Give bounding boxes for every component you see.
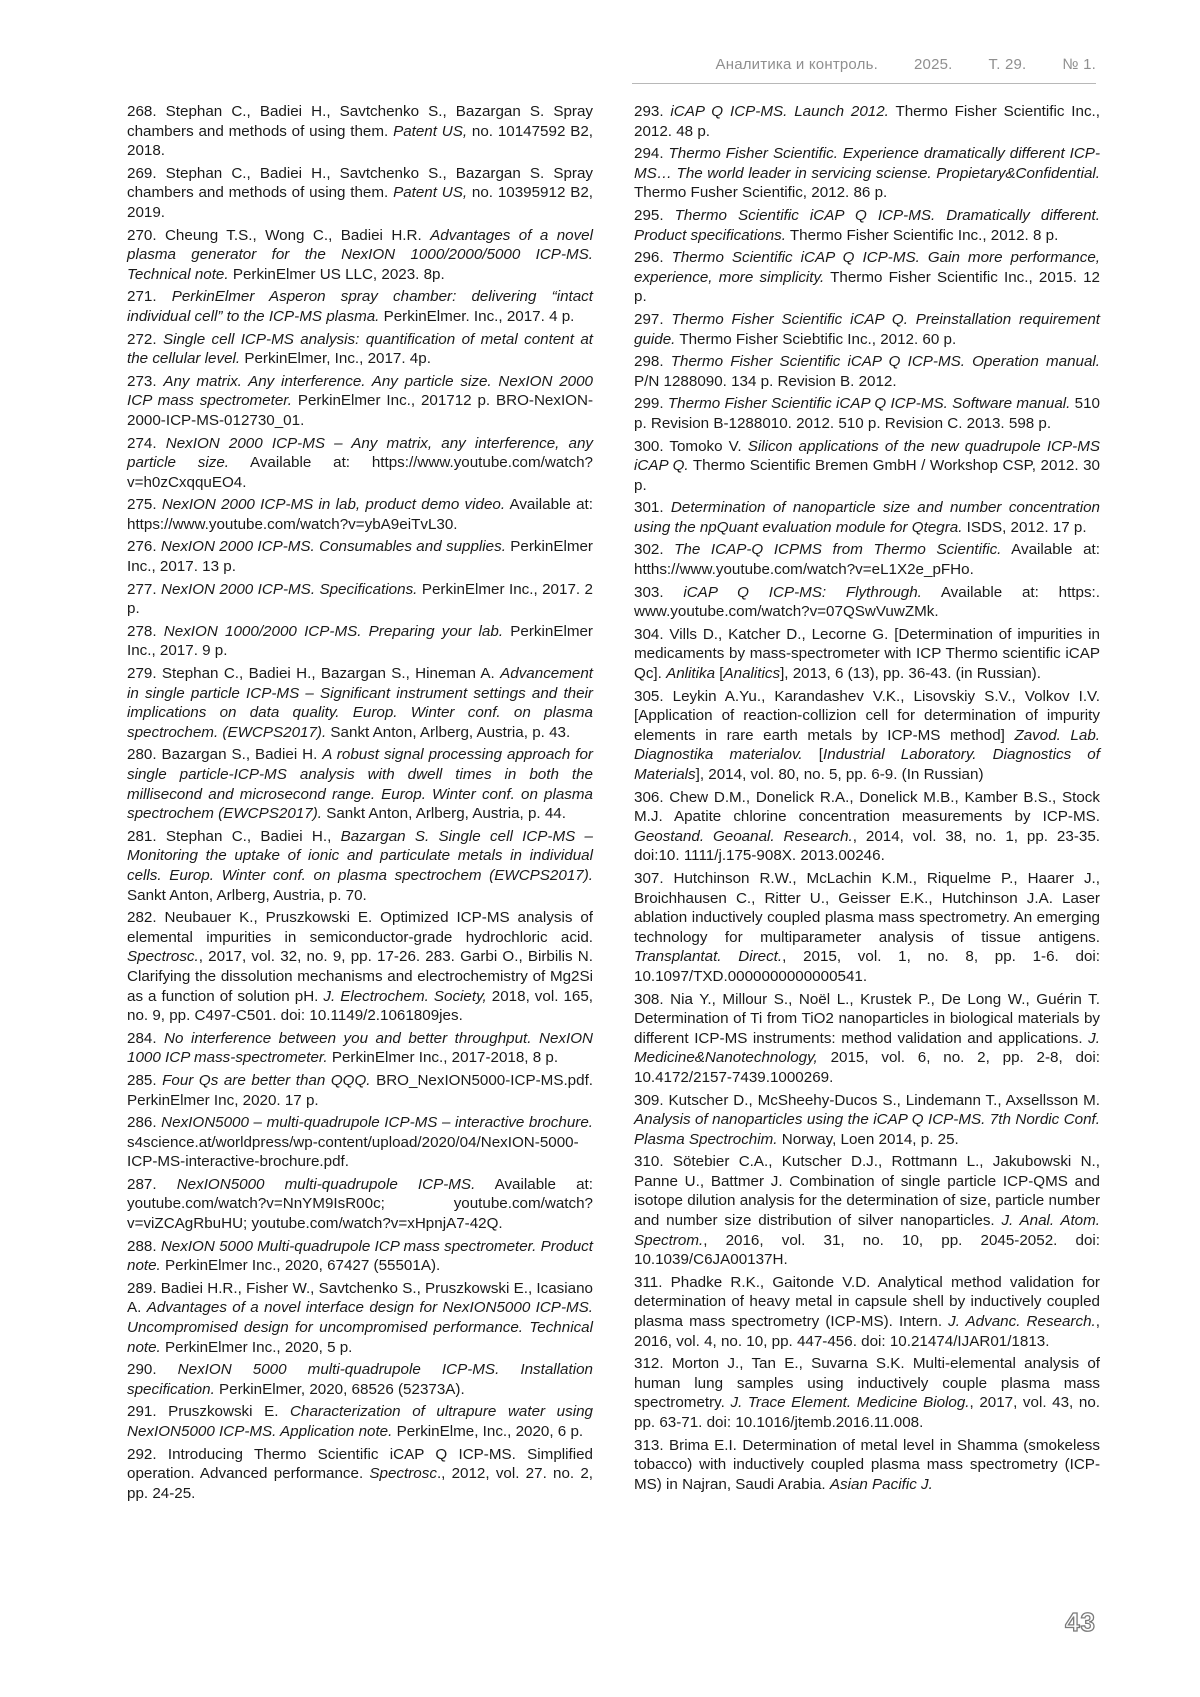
reference-text: 286. (127, 1114, 162, 1132)
reference-text: 269. Stephan C., Badiei H., Savtchenko S., Bazargan S. Spray chambers and methods of using them. (127, 164, 593, 202)
reference-text: 301. (634, 499, 671, 517)
reference-text: Sankt Anton, Arlberg, Austria, p. 43. (326, 723, 571, 741)
reference-entry (634, 1091, 1100, 1150)
reference-text: 276. (127, 538, 161, 556)
reference-text: s4science.at/worldpress/wp-content/upload/2020/04/NexION-5000-ICP-MS-interactive-brochure.pdf. (127, 1133, 579, 1171)
reference-entry (127, 287, 593, 326)
reference-title: Asian Pacific J. (829, 1475, 933, 1493)
reference-title: Industrial Laboratory. Diagnostics of Materials (634, 746, 1100, 783)
reference-entry (127, 330, 593, 369)
reference-title: Advancement in single particle ICP-MS – Significant instrument settings and their implications on data quality. Europ. Winter conf. on plasma spectrochem. (EWCPS2017). (127, 665, 593, 741)
reference-title: J. Advanc. Research. (948, 1313, 1096, 1331)
reference-text: 300. Tomoko V. (634, 437, 748, 455)
reference-entry (634, 206, 1100, 245)
reference-text: 297. (634, 310, 672, 328)
reference-text: 272. (127, 330, 163, 348)
reference-text: 284. (127, 1029, 165, 1047)
reference-title: The ICAP-Q ICPMS from Thermo Scientific. (674, 541, 1002, 559)
reference-entry (127, 537, 593, 576)
reference-entry (634, 498, 1100, 537)
reference-text: no. 10147592 B2, 2018. (127, 122, 593, 160)
reference-text: 304. Vills D., Katcher D., Lecorne G. [Determination of impurities in medicaments by mass-spectrometer with ICP Thermo scientific iCAP Qc]. (634, 625, 1100, 683)
reference-title: Anlitika (666, 665, 716, 683)
reference-text: ISDS, 2012. 17 p. (962, 518, 1087, 536)
reference-title: A robust signal processing approach for single particle-ICP-MS analysis with dwell times in both the millisecond and microsecond range. Europ. Winter conf. on plasma spectrochem (EWCPS2017). (127, 746, 593, 823)
reference-title: J. Medicine&Nanotechnology, (634, 1029, 1100, 1067)
reference-entry (127, 372, 593, 431)
reference-title: iCAP Q ICP-MS: Flythrough. (683, 583, 922, 601)
reference-text: 274. (127, 434, 166, 452)
reference-title: iCAP Q ICP-MS. Launch 2012. (670, 103, 889, 120)
reference-entry (127, 1402, 593, 1441)
reference-title: Advantages of a novel plasma generator for the NexION 1000/2000/5000 ICP-MS. Technical note. (127, 226, 594, 283)
reference-text: Norway, Loen 2014, p. 25. (777, 1130, 959, 1148)
reference-entry (634, 1152, 1100, 1270)
reference-text: 313. Brima E.I. Determination of metal level in Shamma (smokeless tobacco) with inductively coupled plasma mass spectrometry (ICP-MS) in Najran, Saudi Arabia. (634, 1436, 1100, 1493)
reference-text: Thermo Fisher Scientific Inc., 2015. 12 p. (634, 268, 1100, 306)
reference-title: Any matrix. Any interference. Any particle size. NexION 2000 ICP mass spectrometer. (127, 372, 594, 410)
running-header (716, 56, 1097, 73)
reference-text: 290. (127, 1361, 178, 1379)
reference-entry (634, 583, 1100, 622)
reference-text: , 2017, vol. 43, no. pp. 63-71. doi: 10.1016/jtemb.2016.11.008. (634, 1394, 1100, 1431)
reference-entry (127, 1175, 593, 1234)
reference-text: Available at: https:. www.youtube.com/watch?v=07QSwVuwZMk. (634, 583, 1100, 621)
reference-title: Zavod. Lab. Diagnostika materialov. (634, 726, 1100, 764)
journal-year: 2025. (913, 56, 953, 73)
reference-text: 303. (634, 583, 684, 601)
reference-title: NexION 5000 Multi-quadrupole ICP mass spectrometer. Product note. (127, 1237, 593, 1275)
reference-title: Silicon applications of the new quadrupole ICP-MS iCAP Q. (634, 437, 1100, 475)
reference-entry (634, 625, 1100, 684)
reference-text: 307. Hutchinson R.W., McLachin K.M., Riquelme P., Haarer J., Broichhausen C., Ritter U., Geisser E.K., Hutchinson J.A. Laser ablation inductively coupled plasma mass spectrometry. An emerging technology for multiparameter analysis of tissue antigens. (634, 869, 1100, 946)
reference-entry (634, 394, 1100, 433)
reference-text: 289. Badiei H.R., Fisher W., Savtchenko S., Pruszkowski E., Icasiano A. (127, 1279, 593, 1317)
reference-title: NexION5000 – multi-quadrupole ICP-MS – interactive brochure. (161, 1114, 594, 1132)
reference-entry (634, 788, 1100, 866)
reference-entry (127, 622, 593, 661)
reference-entry (634, 1273, 1100, 1351)
reference-text: Sankt Anton, Arlberg, Austria, p. 70. (127, 886, 367, 904)
reference-title: Thermo Scientific iCAP Q ICP-MS. Dramatically different. Product specifications. (634, 206, 1100, 244)
reference-text: Available at: youtube.com/watch?v=NnYM9IsR00c; youtube.com/watch?v=viZCAgRbuHU; youtube.com/watch?v=xHpnjA7-42Q. (127, 1175, 593, 1233)
reference-entry (634, 352, 1100, 391)
reference-entry (127, 580, 593, 619)
reference-title: Thermo Scientific iCAP Q ICP-MS. Gain more performance, experience, more simplicity. (634, 249, 1100, 286)
reference-entry (127, 434, 593, 493)
reference-title: NexION5000 multi-quadrupole ICP-MS. (176, 1175, 476, 1193)
reference-title: Analysis of nanoparticles using the iCAP Q ICP-MS. 7th Nordic Conf. Plasma Spectrochim. (634, 1111, 1100, 1148)
reference-text: ], 2014, vol. 80, no. 5, pp. 6-9. (In Russian) (695, 766, 984, 783)
reference-entry (127, 1029, 593, 1068)
reference-entry (127, 1279, 593, 1357)
reference-text: , 2014, vol. 38, no. 1, pp. 23-35. doi:10. 1111/j.175-908X. 2013.00246. (634, 827, 1100, 865)
reference-text: 2015, vol. 6, no. 2, pp. 2-8, doi: 10.4172/2157-7439.1000269. (634, 1049, 1100, 1086)
reference-title: NexION 2000 ICP-MS. Specifications. (161, 580, 418, 598)
journal-issue: № 1. (1062, 56, 1096, 73)
reference-title: Analitics (723, 665, 781, 683)
reference-text: 273. (127, 372, 164, 390)
reference-entry (127, 102, 593, 161)
reference-text: 298. (634, 353, 671, 371)
reference-title: J. Anal. Atom. Spectrom. (634, 1212, 1100, 1249)
reference-text: 294. (634, 145, 669, 163)
reference-entry (634, 437, 1100, 496)
reference-text: Thermo Fisher Scientific Inc., 2012. 48 p. (634, 103, 1100, 140)
reference-text: 281. Stephan C., Badiei H., (127, 827, 341, 845)
reference-title: Determination of nanoparticle size and number concentration using the npQuant evaluation module for Qtegra. (634, 499, 1100, 536)
reference-title: NexION 2000 ICP-MS – Any matrix, any interference, any particle size. (127, 434, 594, 472)
reference-title: Advantages of a novel interface design for NexION5000 ICP-MS. Uncompromised design for uncompromised performance. Technical note. (127, 1299, 593, 1356)
reference-text: , 2016, vol. 4, no. 10, pp. 447-456. doi: 10.21474/IJAR01/1813. (634, 1313, 1100, 1350)
reference-text: no. 10395912 B2, 2019. (127, 184, 593, 221)
reference-entry (127, 1445, 593, 1504)
reference-text: 285. (127, 1071, 163, 1089)
reference-title: Transplantat. Direct. (634, 948, 783, 966)
reference-text: 280. Bazargan S., Badiei H. (127, 746, 323, 764)
reference-text: 306. Chew D.M., Donelick R.A., Donelick M.B., Kamber B.S., Stock M.J. Apatite chlorine concentration measurements by ICP-MS. (634, 788, 1100, 826)
reference-text: Available at: https://www.youtube.com/watch?v=h0zCxqquEO4. (127, 454, 593, 491)
reference-title: Spectrosc (369, 1465, 437, 1483)
reference-title: PerkinElmer Asperon spray chamber: delivering “intact individual cell” to the ICP-MS plasma. (127, 288, 594, 325)
reference-entry (127, 827, 593, 905)
reference-title: NexION 5000 multi-quadrupole ICP-MS. Installation specification. (127, 1361, 593, 1398)
reference-text: 309. Kutscher D., McSheehy-Ducos S., Lindemann T., Axsellsson M. (634, 1091, 1100, 1109)
reference-text: 305. Leykin A.Yu., Karandashev V.K., Lisovskiy S.V., Volkov I.V. [Application of reaction-collizion cell for determination of impurity elements in rare earth metals by ICP-MS method] (634, 687, 1100, 744)
reference-title: No interference between you and better throughput. NexION 1000 ICP mass-spectrometer. (127, 1029, 593, 1067)
reference-entry (634, 687, 1100, 785)
reference-entry (634, 869, 1100, 987)
reference-title: Thermo Fisher Scientific iCAP Q ICP-MS. Software manual. (667, 395, 1071, 413)
reference-text: 279. Stephan C., Badiei H., Bazargan S., Hineman A. (127, 665, 501, 683)
reference-text: 275. (127, 496, 162, 514)
reference-entry (634, 1354, 1100, 1432)
reference-entry (127, 1237, 593, 1276)
reference-text: 288. (127, 1237, 161, 1255)
reference-text: Thermo Scientific Bremen GmbH / Workshop CSP, 2012. 30 p. (634, 457, 1100, 494)
reference-title: J. Trace Element. Medicine Biolog. (730, 1394, 970, 1412)
reference-text: 291. Pruszkowski E. (127, 1403, 291, 1421)
reference-entry (634, 144, 1100, 203)
reference-entry (127, 664, 593, 742)
reference-entry (127, 1113, 593, 1172)
reference-text: , 2017, vol. 32, no. 9, pp. 17-26. 283. Garbi O., Birbilis N. Clarifying the dissolution mechanisms and electrochemistry of Mg2Si as a function of solution pH. (127, 948, 593, 1005)
reference-text: 295. (634, 206, 675, 224)
right-column (634, 102, 1100, 1497)
reference-text: PerkinElmer Inc., 2017. 13 p. (127, 538, 593, 576)
reference-text: , 2016, vol. 31, no. 10, pp. 2045-2052. doi: 10.1039/C6JA00137H. (634, 1231, 1100, 1269)
reference-text: 287. (127, 1175, 177, 1193)
reference-text: PerkinElmer Inc., 2017-2018, 8 p. (327, 1049, 559, 1067)
reference-entry (127, 908, 593, 1026)
reference-text: PerkinElmer. Inc., 2017. 4 p. (379, 307, 575, 325)
reference-title: Bazargan S. Single cell ICP-MS – Monitoring the uptake of ionic and particulate metals in individual cells. Europ. Winter conf. on plasma spectrochem (EWCPS2017). (127, 827, 593, 884)
reference-text: 311. Phadke R.K., Gaitonde V.D. Analytical method validation for determination of heavy metal in capsule shell by inductively coupled plasma mass spectrometry (ICP-MS). Intern. (634, 1273, 1100, 1331)
reference-title: Characterization of ultrapure water using NexION5000 ICP-MS. Application note. (127, 1403, 593, 1440)
reference-title: NexION 2000 ICP-MS in lab, product demo video. (161, 496, 506, 514)
reference-entry (127, 226, 593, 285)
reference-title: Patent US, (393, 122, 468, 140)
reference-entry (634, 248, 1100, 307)
reference-text: 271. (127, 288, 172, 306)
reference-title: NexION 1000/2000 ICP-MS. Preparing your lab. (163, 622, 504, 640)
reference-text: 292. Introducing Thermo Scientific iCAP Q ICP-MS. Simplified operation. Advanced performance. (127, 1445, 593, 1483)
reference-title: NexION 2000 ICP-MS. Consumables and supplies. (160, 538, 506, 556)
reference-text: 282. Neubauer K., Pruszkowski E. Optimized ICP-MS analysis of elemental impurities in semiconductor-grade hydrochloric acid. (127, 909, 593, 946)
reference-text: , 2015, vol. 1, no. 8, pp. 1-6. doi: 10.1097/TXD.0000000000000541. (634, 948, 1100, 985)
reference-entry (634, 310, 1100, 349)
reference-text: 299. (634, 395, 668, 413)
reference-text: P/N 1288090. 134 p. Revision B. 2012. (634, 372, 897, 390)
reference-text: 510 p. Revision B-1288010. 2012. 510 p. Revision C. 2013. 598 p. (634, 395, 1101, 432)
reference-entry (634, 102, 1100, 141)
reference-entry (127, 1071, 593, 1110)
reference-text: Thermo Fisher Sciebtific Inc., 2012. 60 p. (675, 330, 957, 348)
reference-title: Patent US, (393, 184, 468, 202)
reference-text: Available at: https://www.youtube.com/watch?v=ybA9eiTvL30. (127, 496, 593, 533)
reference-entry (127, 745, 593, 823)
reference-text: Thermo Fusher Scientific, 2012. 86 p. (634, 184, 888, 202)
reference-text: [ (802, 746, 824, 764)
reference-text: ], 2013, 6 (13), pp. 36-43. (in Russian). (780, 665, 1041, 683)
reference-text: PerkinElmer Inc., 2017. 9 p. (127, 622, 593, 660)
reference-text: [ (715, 665, 724, 683)
reference-entry (127, 1360, 593, 1399)
reference-text: PerkinElmer, Inc., 2017. 4p. (240, 350, 431, 368)
journal-name: Аналитика и контроль. (715, 56, 878, 73)
reference-text: PerkinElmer Inc., 2020, 5 p. (160, 1338, 353, 1356)
reference-text: 302. (634, 541, 675, 559)
reference-title: J. Electrochem. Society, (323, 987, 487, 1005)
reference-entry (127, 495, 593, 534)
reference-entry (634, 990, 1100, 1088)
reference-entry (634, 1436, 1100, 1495)
reference-title: Single cell ICP-MS analysis: quantification of metal content at the cellular level. (127, 330, 593, 368)
reference-text: 312. Morton J., Tan E., Suvarna S.K. Multi-elemental analysis of human lung samples using inductively couple plasma mass spectrometry. (634, 1355, 1100, 1412)
reference-title: Spectrosc. (127, 948, 199, 966)
reference-text: PerkinElmer, 2020, 68526 (52373A). (214, 1380, 465, 1398)
reference-text: Thermo Fisher Scientific Inc., 2012. 8 p. (785, 226, 1059, 244)
reference-text: PerkinElmer Inc., 2017. 2 p. (127, 580, 593, 618)
reference-title: Thermo Fisher Scientific iCAP Q ICP-MS. Operation manual. (670, 353, 1100, 371)
journal-volume: Т. 29. (988, 56, 1027, 73)
reference-text: 310. Sötebier C.A., Kutscher D.J., Rottmann L., Jakubowski N., Panne U., Battmer J. Combination of single particle ICP-QMS and isotope dilution analysis for the determination of size, particle number and number size distribution of silver nanoparticles. (634, 1153, 1100, 1230)
reference-text: PerkinElmer US LLC, 2023. 8p. (228, 265, 445, 283)
reference-text: 270. Cheung T.S., Wong C., Badiei H.R. (127, 226, 431, 244)
reference-text: PerkinElme, Inc., 2020, 6 p. (392, 1423, 584, 1440)
reference-title: Thermo Fisher Scientific. Experience dramatically different ICP-MS… The world leader in servicing sciense. Propietary&Confidential. (634, 145, 1100, 182)
reference-text: PerkinElmer Inc., 2020, 67427 (55501A). (160, 1257, 441, 1275)
reference-text: PerkinElmer Inc., 201712 p. BRO-NexION-2000-ICP-MS-012730_01. (127, 392, 594, 429)
left-column (127, 102, 593, 1506)
reference-text: BRO_NexION5000-ICP-MS.pdf. PerkinElmer Inc, 2020. 17 p. (127, 1071, 594, 1109)
reference-text: 268. Stephan C., Badiei H., Savtchenko S., Bazargan S. Spray chambers and methods of using them. (127, 103, 593, 140)
reference-title: Thermo Fisher Scientific iCAP Q. Preinstallation requirement guide. (634, 310, 1101, 348)
reference-title: Four Qs are better than QQQ. (162, 1071, 371, 1089)
reference-entry (127, 164, 593, 223)
reference-title: Geostand. Geoanal. Research. (634, 827, 853, 845)
header-divider (632, 83, 1096, 84)
reference-entry (634, 540, 1100, 579)
reference-text: 278. (127, 622, 164, 640)
reference-text: 308. Nia Y., Millour S., Noël L., Krustek P., De Long W., Guérin T. Determination of Ti from TiO2 nanoparticles in biological materials by different ICP-MS instruments: method validation and applications. (634, 990, 1100, 1047)
reference-text: 277. (127, 580, 161, 598)
reference-text: 2018, vol. 165, no. 9, pp. C497-C501. doi: 10.1149/2.1061809jes. (127, 987, 593, 1025)
reference-text: Available at: htths://www.youtube.com/watch?v=eL1X2e_pFHo. (634, 541, 1100, 579)
page-number: 43 (1065, 1607, 1096, 1637)
reference-text: 293. (634, 103, 671, 120)
reference-text: Sankt Anton, Arlberg, Austria, p. 44. (321, 805, 566, 823)
reference-text: 296. (634, 249, 672, 267)
reference-text: ., 2012, vol. 27. no. 2, pp. 24-25. (127, 1465, 593, 1502)
